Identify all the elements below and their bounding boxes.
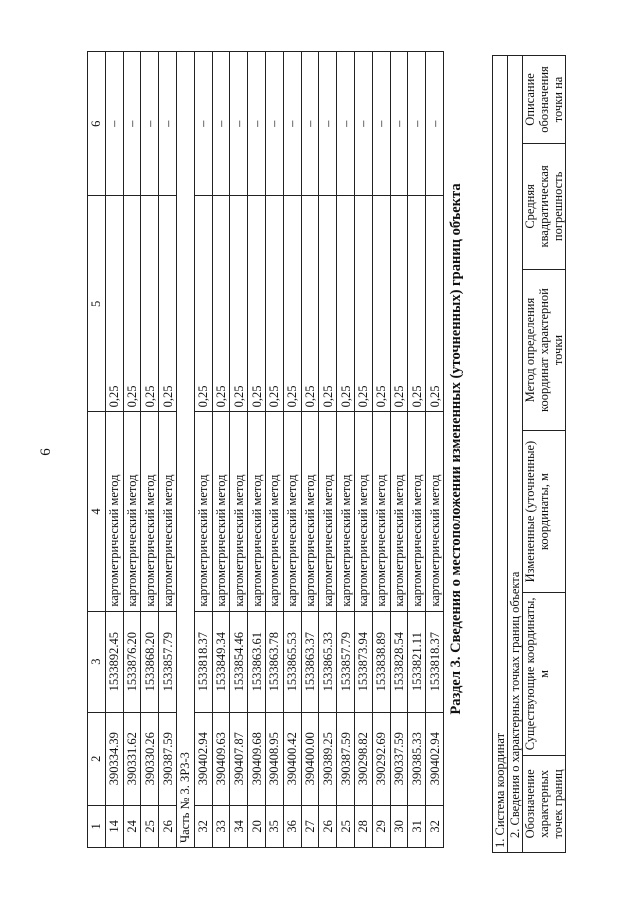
table-cell: – <box>354 52 372 196</box>
column-header: Измененные (уточненные) координаты, м <box>523 431 566 593</box>
table-cell: 0,25 <box>337 196 355 412</box>
table-cell: картометрический метод <box>372 412 390 611</box>
section-label: Часть № 3. ЗР3-3 <box>176 52 194 848</box>
table-cell: 1533849.34 <box>212 611 230 712</box>
table-cell: 1533854.46 <box>230 611 248 712</box>
table-cell: картометрический метод <box>194 412 212 611</box>
table-cell: 390330.26 <box>141 712 159 805</box>
table-cell: 28 <box>354 805 372 847</box>
table-cell: картометрический метод <box>337 412 355 611</box>
header-cell: 5 <box>88 196 106 412</box>
table-cell: 26 <box>319 805 337 847</box>
table-cell: 0,25 <box>283 196 301 412</box>
table-cell: картометрический метод <box>212 412 230 611</box>
table-cell: – <box>248 52 266 196</box>
table-row <box>354 52 372 848</box>
table-cell: 1533865.53 <box>283 611 301 712</box>
table-cell: 14 <box>105 805 123 847</box>
table-cell: картометрический метод <box>301 412 319 611</box>
table-cell: 1533863.78 <box>265 611 283 712</box>
table-cell: 29 <box>372 805 390 847</box>
table-cell: 1533868.20 <box>141 611 159 712</box>
column-header: Обозначение характерных точек границ <box>523 755 566 852</box>
table-cell: картометрический метод <box>354 412 372 611</box>
table-cell: – <box>283 52 301 196</box>
table-row <box>105 52 123 848</box>
table-cell: 1533863.37 <box>301 611 319 712</box>
table-cell: картометрический метод <box>159 412 177 611</box>
table-cell: 390402.94 <box>194 712 212 805</box>
table-cell: 390337.59 <box>390 712 408 805</box>
table-cell: 0,25 <box>390 196 408 412</box>
table-cell: картометрический метод <box>265 412 283 611</box>
table-cell: – <box>372 52 390 196</box>
table-cell: 390298.82 <box>354 712 372 805</box>
coord-system-row <box>493 56 508 853</box>
table-cell: – <box>105 52 123 196</box>
table-cell: 0,25 <box>248 196 266 412</box>
section-title: Раздел 3. Сведения о местоположении измененных (уточненных) границ объекта <box>448 183 464 715</box>
table-cell: 25 <box>337 805 355 847</box>
table-cell: 32 <box>426 805 444 847</box>
table-row <box>159 52 177 848</box>
table-cell: 0,25 <box>408 196 426 412</box>
table-cell: – <box>426 52 444 196</box>
table-cell: 36 <box>283 805 301 847</box>
table-row <box>283 52 301 848</box>
section-row <box>176 52 194 848</box>
table-cell: 0,25 <box>372 196 390 412</box>
table-cell: 25 <box>141 805 159 847</box>
table-cell: картометрический метод <box>283 412 301 611</box>
table-row <box>230 52 248 848</box>
table-cell: 0,25 <box>194 196 212 412</box>
table-cell: 1533892.45 <box>105 611 123 712</box>
table-row <box>265 52 283 848</box>
table-cell: картометрический метод <box>230 412 248 611</box>
table-cell: 0,25 <box>159 196 177 412</box>
table-cell: картометрический метод <box>319 412 337 611</box>
table-cell: 27 <box>301 805 319 847</box>
table-cell: 20 <box>248 805 266 847</box>
table-cell: 390407.87 <box>230 712 248 805</box>
points-caption-row <box>508 56 523 853</box>
table-cell: 390408.95 <box>265 712 283 805</box>
table-cell: 1533818.37 <box>194 611 212 712</box>
table-cell: 0,25 <box>265 196 283 412</box>
table-cell: картометрический метод <box>408 412 426 611</box>
table-cell: картометрический метод <box>105 412 123 611</box>
table-cell: картометрический метод <box>141 412 159 611</box>
table-row <box>212 52 230 848</box>
table-cell: – <box>212 52 230 196</box>
page-number: 6 <box>38 448 54 456</box>
table-cell: 1533828.54 <box>390 611 408 712</box>
table-row <box>337 52 355 848</box>
table-row <box>141 52 159 848</box>
table-cell: 1533857.79 <box>159 611 177 712</box>
coordinates-table <box>87 51 444 848</box>
table-row <box>123 52 141 848</box>
table-cell: 0,25 <box>105 196 123 412</box>
table-row <box>301 52 319 848</box>
table-cell: – <box>159 52 177 196</box>
table-cell: картометрический метод <box>426 412 444 611</box>
table-cell: – <box>230 52 248 196</box>
table-cell: 1533863.61 <box>248 611 266 712</box>
table-cell: 390292.69 <box>372 712 390 805</box>
table-cell: – <box>337 52 355 196</box>
table-row <box>426 52 444 848</box>
section3-table <box>492 55 566 853</box>
table-row <box>408 52 426 848</box>
column-header: Существующие координаты, м <box>523 592 566 755</box>
table-body-top <box>105 52 176 848</box>
table-cell: 390331.62 <box>123 712 141 805</box>
header-cell: 4 <box>88 412 106 611</box>
table-cell: 32 <box>194 805 212 847</box>
table-cell: 390387.59 <box>337 712 355 805</box>
table-cell: 1533873.94 <box>354 611 372 712</box>
table-row <box>319 52 337 848</box>
table-cell: 390334.39 <box>105 712 123 805</box>
table-cell: 24 <box>123 805 141 847</box>
table-cell: 1533818.37 <box>426 611 444 712</box>
table-cell: 0,25 <box>426 196 444 412</box>
table-cell: 390409.63 <box>212 712 230 805</box>
table-cell: картометрический метод <box>390 412 408 611</box>
table-cell: 31 <box>408 805 426 847</box>
table-cell: – <box>194 52 212 196</box>
header-cell: 2 <box>88 712 106 805</box>
header-cell: 3 <box>88 611 106 712</box>
table-cell: 390389.25 <box>319 712 337 805</box>
table-cell: картометрический метод <box>248 412 266 611</box>
table-body-bottom <box>194 52 443 848</box>
column-header: Описание обозначения точки на <box>523 56 566 144</box>
table-cell: 0,25 <box>301 196 319 412</box>
table-header-row <box>88 52 106 848</box>
table-row <box>248 52 266 848</box>
table-cell: 0,25 <box>319 196 337 412</box>
header-cell: 1 <box>88 805 106 847</box>
table-cell: 1533838.89 <box>372 611 390 712</box>
table-cell: – <box>123 52 141 196</box>
table-row <box>372 52 390 848</box>
table-cell: – <box>265 52 283 196</box>
table-cell: 1533821.11 <box>408 611 426 712</box>
column-header: Метод определения координат характерной точки <box>523 269 566 430</box>
table-row <box>390 52 408 848</box>
table-cell: 0,25 <box>141 196 159 412</box>
table-cell: 390409.68 <box>248 712 266 805</box>
table-cell: 35 <box>265 805 283 847</box>
coord-system-label: 1. Система координат <box>493 56 508 853</box>
table-cell: картометрический метод <box>123 412 141 611</box>
points-caption: 2. Сведения о характерных точках границ объекта <box>508 56 523 853</box>
table-cell: 0,25 <box>354 196 372 412</box>
table-cell: 1533865.33 <box>319 611 337 712</box>
table-cell: 0,25 <box>212 196 230 412</box>
table-cell: 390400.00 <box>301 712 319 805</box>
table-cell: 0,25 <box>123 196 141 412</box>
table-cell: 33 <box>212 805 230 847</box>
table-cell: 390400.42 <box>283 712 301 805</box>
column-header-row <box>523 56 566 853</box>
table-cell: 1533876.20 <box>123 611 141 712</box>
table-cell: – <box>141 52 159 196</box>
table-cell: 26 <box>159 805 177 847</box>
table-row <box>194 52 212 848</box>
table-cell: 390402.94 <box>426 712 444 805</box>
table-cell: 0,25 <box>230 196 248 412</box>
table-cell: – <box>301 52 319 196</box>
table-cell: – <box>319 52 337 196</box>
column-header: Средняя квадратическая погрешность <box>523 143 566 269</box>
table-cell: 390385.33 <box>408 712 426 805</box>
table-cell: – <box>408 52 426 196</box>
table-cell: 34 <box>230 805 248 847</box>
table-cell: 390387.59 <box>159 712 177 805</box>
table-cell: – <box>390 52 408 196</box>
table-cell: 1533857.79 <box>337 611 355 712</box>
header-cell: 6 <box>88 52 106 196</box>
table-cell: 30 <box>390 805 408 847</box>
